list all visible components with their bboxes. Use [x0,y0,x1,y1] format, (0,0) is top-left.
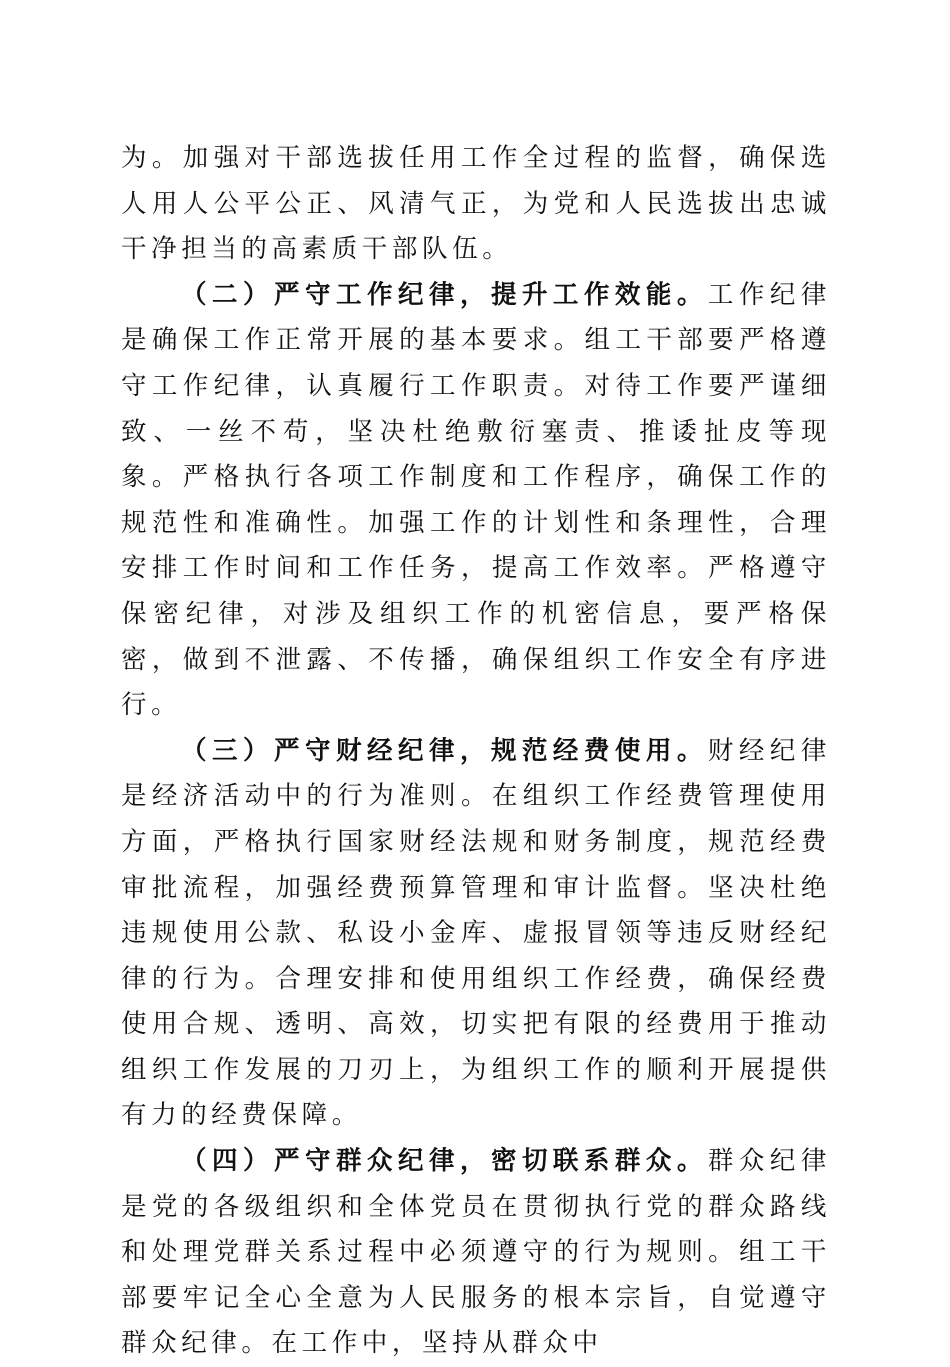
section-heading: （四）严守群众纪律，密切联系群众。 [181,1146,708,1177]
document-body [121,136,831,1367]
paragraph-body: 群众纪律是党的各级组织和全体党员在贯彻执行党的群众路线和处理党群关系过程中必须遵守的行为规则。组工干部要牢记全心全意为人民服务的根本宗旨，自觉遵守群众纪律。在工作中，坚持从群众中 [121,1146,832,1359]
paragraph-work-discipline [121,273,831,729]
paragraph-body: 工作纪律是确保工作正常开展的基本要求。组工干部要严格遵守工作纪律，认真履行工作职责。对待工作要严谨细致、一丝不苟，坚决杜绝敷衍塞责、推诿扯皮等现象。严格执行各项工作制度和工作程序，确保工作的规范性和准确性。加强工作的计划性和条理性，合理安排工作时间和工作任务，提高工作效率。严格遵守保密纪律，对涉及组织工作的机密信息，要严格保密，做到不泄露、不传播，确保组织工作安全有序进行。 [121,279,832,721]
section-heading: （二）严守工作纪律，提升工作效能。 [181,279,708,310]
paragraph-body: 财经纪律是经济活动中的行为准则。在组织工作经费管理使用方面，严格执行国家财经法规和财务制度，规范经费审批流程，加强经费预算管理和审计监督。坚决杜绝违规使用公款、私设小金库、虚报冒领等违反财经纪律的行为。合理安排和使用组织工作经费，确保经费使用合规、透明、高效，切实把有限的经费用于推动组织工作发展的刀刃上，为组织工作的顺利开展提供有力的经费保障。 [121,735,832,1131]
paragraph-continuation [121,136,831,273]
paragraph-mass-discipline [121,1139,831,1367]
paragraph-financial-discipline [121,729,831,1139]
paragraph-body: 为。加强对干部选拔任用工作全过程的监督，确保选人用人公平公正、风清气正，为党和人民选拔出忠诚干净担当的高素质干部队伍。 [121,143,831,265]
section-heading: （三）严守财经纪律，规范经费使用。 [181,735,708,766]
